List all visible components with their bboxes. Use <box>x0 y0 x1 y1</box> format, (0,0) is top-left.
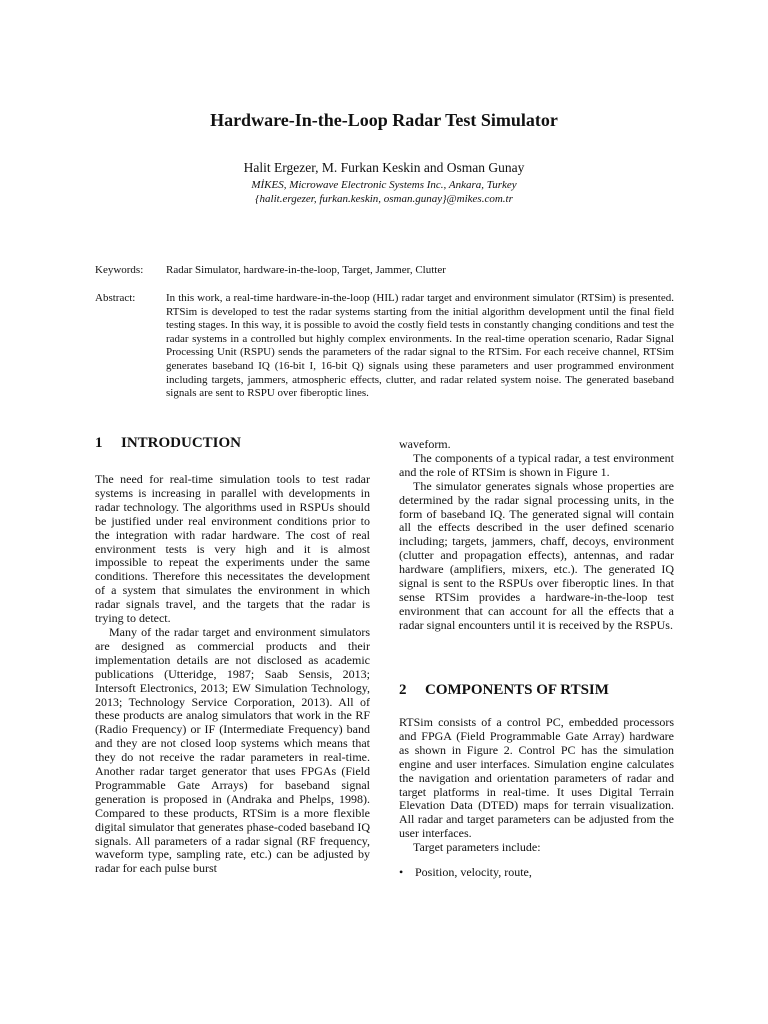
bullet-icon: • <box>399 865 404 879</box>
intro-paragraph-4: The simulator generates signals whose properties are determined by the radar signal processing units, in the form of baseband IQ. The generated signal will contain all the effects described in the user defined scenario including; targets, jammers, chaff, decoys, environment (clutter and propagation effects), antennas, and radar hardware (amplifiers, mixers, etc.). The generated IQ signal is sent to the RSPUs over fiberoptic lines. In that sense RTSim provides a hardware-in-the-loop test environment that can account for all the effects that a radar signal encounters until it is received by the RSPUs. <box>399 478 674 632</box>
keywords-text: Radar Simulator, hardware-in-the-loop, Target, Jammer, Clutter <box>166 264 446 276</box>
paper-email: {halit.ergezer, furkan.keskin, osman.gunay}@mikes.com.tr <box>255 193 513 205</box>
keywords-label: Keywords: <box>95 264 144 276</box>
section-number: 2 <box>399 682 407 698</box>
components-body <box>399 716 674 855</box>
components-paragraph-1: RTSim consists of a control PC, embedded processors and FPGA (Field Programmable Gate Array) hardware as shown in Figure 2. Control PC has the simulation engine and user interfaces. Simulation engine calculates the navigation and orientation parameters of radar and target platforms in real-time. It uses Digital Terrain Elevation Data (DTED) maps for terrain visualization. All radar and target parameters can be adjusted from the user interfaces. <box>399 715 674 841</box>
section-heading-components <box>399 682 609 699</box>
left-column <box>95 473 370 876</box>
intro-paragraph-continued: waveform. <box>399 437 451 451</box>
section-title: COMPONENTS OF RTSIM <box>425 682 609 698</box>
intro-paragraph-2: Many of the radar target and environment simulators are designed as commercial products and their implementation details are not disclosed as academic publications (Utteridge, 1987; Saab Sensis, 2013; Intersoft Electronics, 2013; EW Simulation Technology, 2013; Technology Service Corporation, 2013). All of these products are analog simulators that work in the RF (Radio Frequency) or IF (Intermediate Frequency) band and they are not closed loop systems which means that they do not receive the radar parameters in real-time. Another radar target generator that uses FPGAs (Field Programmable Gate Arrays) for baseband signal generation is proposed in (Andraka and Phelps, 1998). Compared to these products, RTSim is a more flexible digital simulator that generates phase-coded baseband IQ signals. All parameters of a radar signal (RF frequency, waveform type, sampling rate, etc.) can be adjusted by radar for each pulse burst <box>95 624 370 876</box>
right-column <box>399 438 674 633</box>
section-number: 1 <box>95 435 103 451</box>
abstract-text: In this work, a real-time hardware-in-the-loop (HIL) radar target and environment simulator (RTSim) is presented. RTSim is developed to test the radar systems starting from the initial algorithm development until the final field testing stages. In this way, it is possible to avoid the costly field tests in constantly changing conditions and test the radar systems in a controlled but highly complex environments. In the real-time operation scenario, Radar Signal Processing Unit (RSPU) sends the parameters of the radar signal to the RTSim. For each receive channel, RTSim generates baseband IQ (16-bit I, 16-bit Q) signals using these parameters and user programmed environment including targets, jammers, atmospheric effects, clutter, and radar related system noise. The generated baseband signals are sent to RSPU over fiberoptic lines. <box>166 292 674 400</box>
intro-paragraph-1: The need for real-time simulation tools to test radar systems is increasing in parallel with developments in radar technology. The algorithms used in RSPUs should be justified under real environment conditions prior to the integration with radar hardware. The cost of real environment tests is very high and it is almost impossible to repeat the experiments under the same conditions. Therefore this necessitates the development of a system that simulates the environment in which radar signals travel, and the targets that the radar is trying to detect. <box>95 472 370 626</box>
paper-affiliation: MİKES, Microwave Electronic Systems Inc., Ankara, Turkey <box>251 179 517 191</box>
bullet-item <box>399 865 532 880</box>
abstract-label: Abstract: <box>95 292 136 304</box>
paper-title: Hardware-In-the-Loop Radar Test Simulator <box>210 110 558 130</box>
section-title: INTRODUCTION <box>121 435 242 451</box>
section-heading-introduction <box>95 435 241 452</box>
bullet-text: Position, velocity, route, <box>415 865 532 879</box>
intro-paragraph-3: The components of a typical radar, a test environment and the role of RTSim is shown in Figure 1. <box>399 450 674 479</box>
paper-authors: Halit Ergezer, M. Furkan Keskin and Osman Gunay <box>243 160 525 175</box>
components-paragraph-2: Target parameters include: <box>413 840 541 855</box>
